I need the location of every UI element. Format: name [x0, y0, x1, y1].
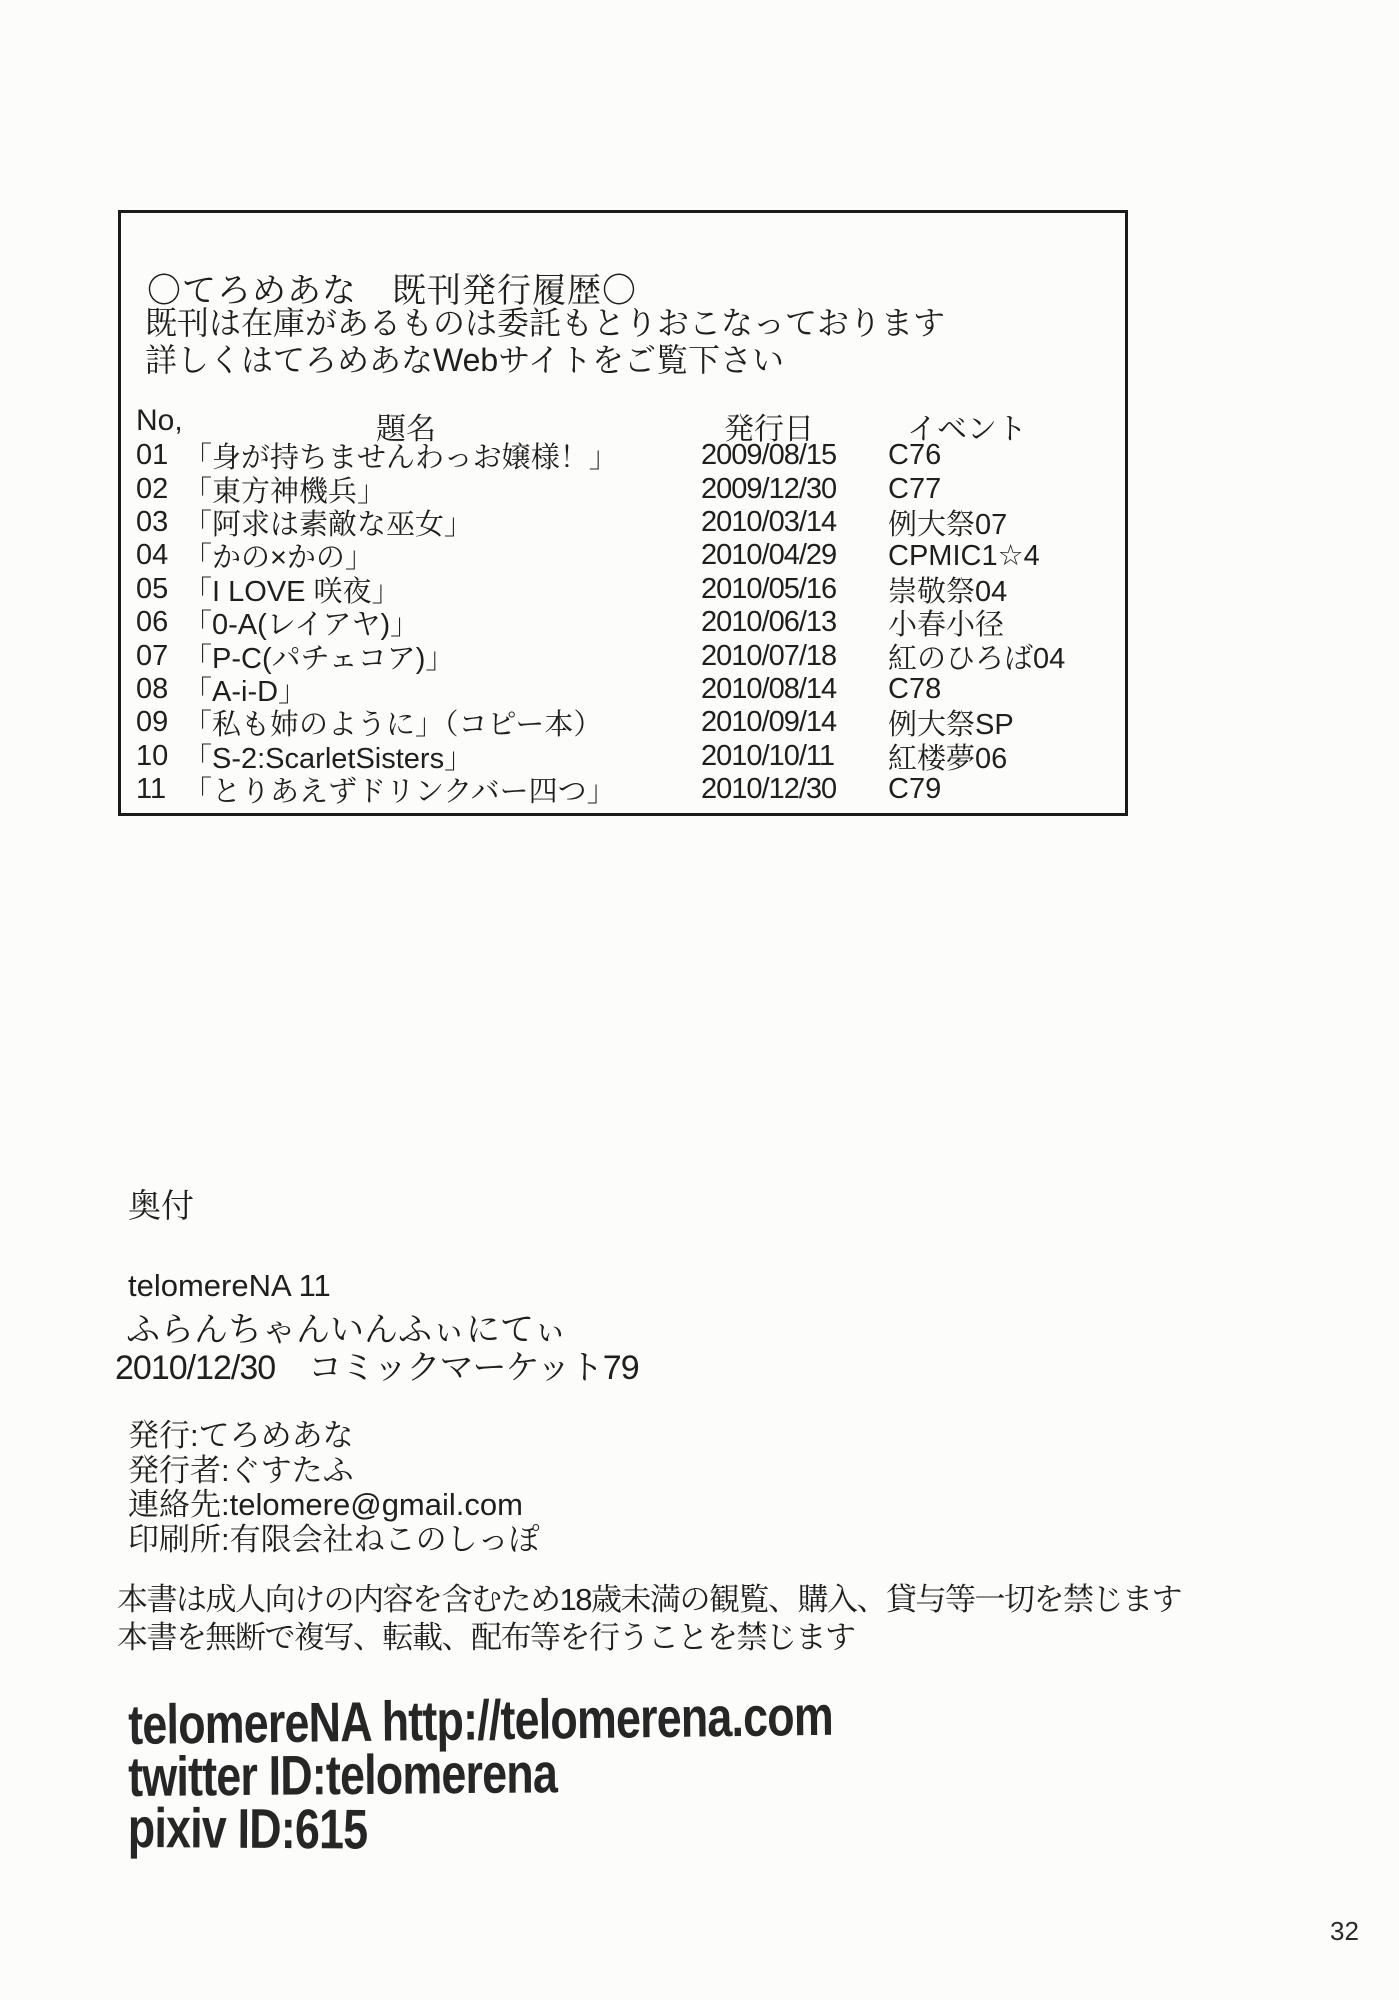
history-cell-no: 06 [136, 606, 169, 639]
history-cell-event: C79 [888, 773, 942, 806]
history-row [136, 740, 1116, 773]
history-cell-event: 例大祭07 [888, 508, 1008, 541]
history-row [136, 673, 1116, 706]
page-number: 32 [1330, 1916, 1359, 1946]
history-cell-event: C78 [888, 672, 942, 705]
history-cell-event: 小春小径 [888, 609, 1005, 642]
history-cell-date: 2009/12/30 [701, 472, 837, 505]
column-header-no: No, [136, 404, 183, 437]
column-header-event: イベント [907, 413, 1027, 446]
history-cell-date: 2010/04/29 [701, 539, 837, 572]
warning-line2: 本書を無断で複写、転載、配布等を行うことを禁じます [117, 1619, 855, 1655]
colophon-author: 発行者:ぐすたふ [128, 1452, 354, 1488]
history-cell-no: 05 [136, 572, 169, 605]
column-header-date: 発行日 [724, 413, 814, 446]
history-row [136, 506, 1116, 539]
history-cell-no: 01 [136, 439, 169, 472]
history-cell-title: 「東方神機兵」 [183, 475, 387, 508]
history-cell-title: 「とりあえずドリンクバー四つ」 [183, 776, 616, 809]
history-cell-event: 紅のひろば04 [888, 642, 1066, 675]
history-cell-no: 10 [136, 739, 169, 772]
history-cell-event: CPMIC1☆4 [888, 540, 1040, 573]
history-cell-no: 03 [136, 505, 169, 538]
colophon-heading: 奥付 [128, 1187, 194, 1224]
history-cell-event: 紅楼夢06 [888, 742, 1008, 775]
history-cell-date: 2010/12/30 [701, 773, 837, 806]
history-cell-date: 2010/09/14 [701, 706, 837, 739]
history-cell-event: C77 [888, 472, 942, 505]
publisher-block [128, 1419, 540, 1557]
history-cell-no: 02 [136, 472, 169, 505]
history-cell-title: 「S-2:ScarletSisters」 [183, 742, 474, 775]
publication-history-box [118, 210, 1128, 816]
history-cell-date: 2010/07/18 [701, 639, 837, 672]
history-cell-title: 「阿求は素敵な巫女」 [183, 508, 474, 541]
history-table [136, 439, 1116, 809]
history-box-note [145, 305, 945, 379]
history-row [136, 639, 1116, 675]
history-cell-title: 「かの×かの」 [183, 542, 374, 575]
twitter-id-text: twitter ID:telomerena [128, 1741, 558, 1808]
history-cell-title: 「身が持ちませんわっお嬢様！」 [183, 442, 618, 475]
history-row [136, 606, 1116, 642]
history-cell-title: 「私も姉のように」（コピー本） [183, 709, 603, 742]
history-cell-no: 08 [136, 672, 169, 705]
history-row [136, 439, 1116, 475]
colophon-publisher: 発行:てろめあな [128, 1418, 354, 1453]
history-cell-no: 07 [136, 639, 169, 672]
history-cell-date: 2010/10/11 [701, 739, 834, 772]
warning-line1: 本書は成人向けの内容を含むため18歳未満の観覧、購入、貸与等一切を禁じます [117, 1582, 1181, 1617]
history-cell-no: 11 [136, 773, 167, 806]
colophon-book-title: ふらんちゃんいんふぃにてぃ [126, 1311, 568, 1349]
history-box-title: 〇てろめあな 既刊発行履歴〇 [147, 272, 637, 310]
pixiv-id-text: pixiv ID:615 [127, 1796, 368, 1861]
history-cell-date: 2010/03/14 [701, 505, 837, 538]
colophon-printer: 印刷所:有限会社ねこのしっぽ [128, 1521, 540, 1557]
adult-warning-block [117, 1581, 1181, 1656]
history-row [136, 773, 1116, 809]
history-row [136, 706, 1116, 742]
history-row [136, 573, 1116, 606]
history-cell-date: 2009/08/15 [701, 439, 837, 472]
colophon-series-title: telomereNA 11 [128, 1268, 331, 1303]
history-cell-event: C76 [888, 439, 942, 472]
history-cell-event: 例大祭SP [888, 709, 1014, 742]
history-cell-no: 09 [136, 706, 169, 739]
colophon-contact: 連絡先:telomere@gmail.com [128, 1487, 523, 1522]
history-cell-title: 「A-i-D」 [183, 675, 308, 708]
history-note-line2: 詳しくはてろめあなWebサイトをご覧下さい [145, 342, 784, 378]
history-cell-title: 「0-A(レイアヤ)」 [183, 609, 420, 642]
history-cell-title: 「P-C(パチェコア)」 [183, 642, 455, 675]
history-cell-date: 2010/08/14 [701, 672, 837, 705]
history-cell-date: 2010/05/16 [701, 572, 837, 605]
website-url-text: telomereNA http://telomerena.com [128, 1683, 834, 1756]
history-cell-event: 崇敬祭04 [888, 575, 1008, 608]
history-row [136, 472, 1116, 508]
history-cell-title: 「I LOVE 咲夜」 [183, 575, 401, 608]
colophon-release-info: 2010/12/30 コミックマーケット79 [115, 1349, 639, 1387]
column-header-title: 題名 [376, 413, 436, 446]
history-note-line1: 既刊は在庫があるものは委託もとりおこなっております [145, 305, 946, 341]
history-cell-date: 2010/06/13 [701, 606, 837, 639]
history-row [136, 539, 1116, 575]
history-cell-no: 04 [136, 539, 169, 572]
